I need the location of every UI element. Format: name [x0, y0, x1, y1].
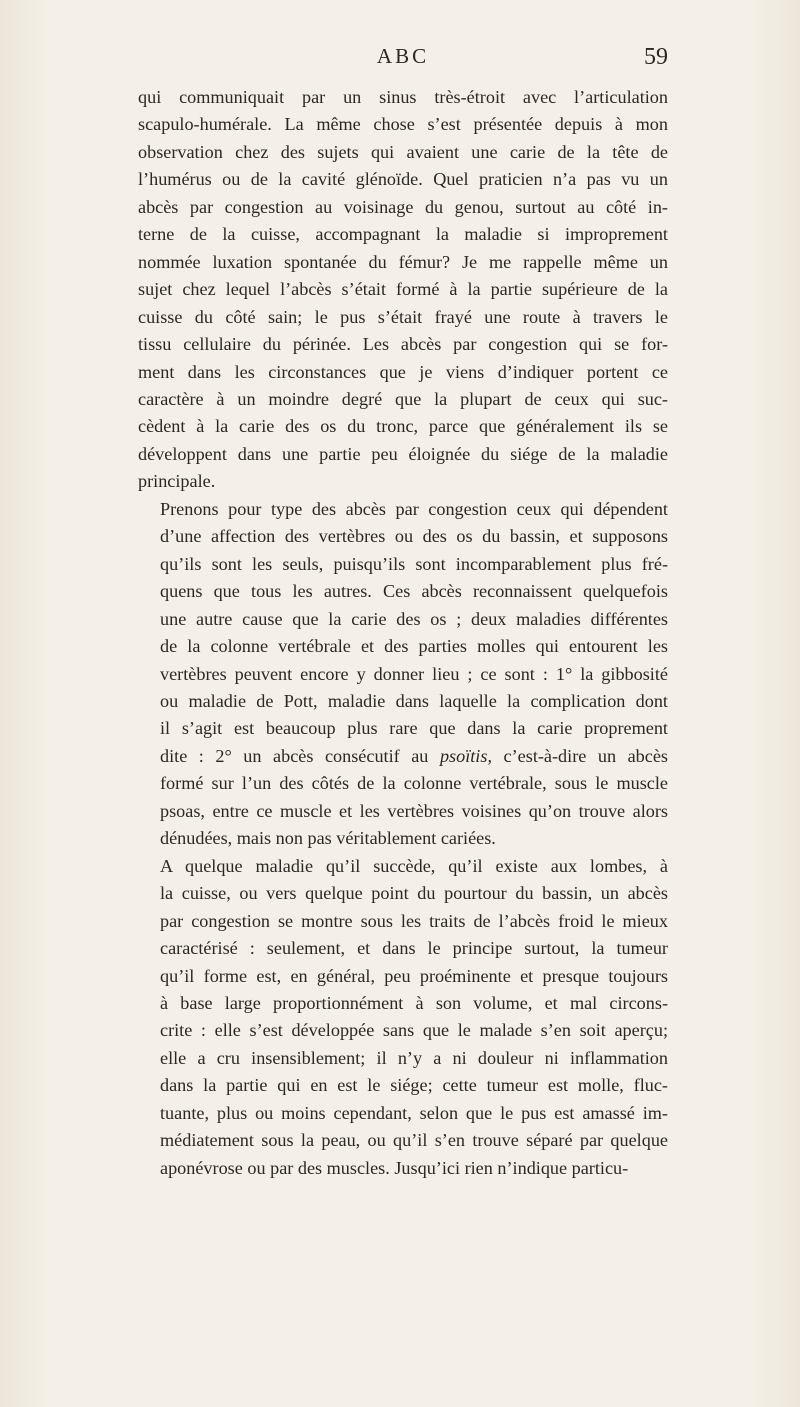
text-line: qui communiquait par un sinus très-étroit avec l’articulation — [138, 87, 668, 107]
text-line: dénudées, mais non pas véritablement cariées. — [160, 828, 496, 849]
text-line: il s’agit est beaucoup plus rare que dans la carie proprement — [160, 718, 668, 739]
text-line: A quelque maladie qu’il succède, qu’il existe aux lombes, à — [160, 855, 668, 876]
running-head — [138, 44, 668, 74]
page-number: 59 — [644, 44, 668, 70]
text-line: ment dans les circonstances que je viens d’indiquer portent ce — [138, 361, 668, 382]
text-line: quens que tous les autres. Ces abcès reconnaissent quelquefois — [160, 581, 668, 602]
text-line: dite : 2° un abcès consécutif au psoïtis, c’est-à-dire un abcès — [160, 745, 668, 766]
text-line: psoas, entre ce muscle et les vertèbres voisines qu’on trouve alors — [160, 800, 668, 821]
paragraph — [138, 853, 668, 1182]
text-line: cèdent à la carie des os du tronc, parce que généralement ils se — [138, 416, 668, 437]
text-line: tuante, plus ou moins cependant, selon que le pus est amassé im- — [160, 1102, 668, 1123]
text-line: terne de la cuisse, accompagnant la maladie si improprement — [138, 224, 668, 245]
body-text — [138, 84, 668, 1182]
paragraph — [138, 84, 668, 496]
text-line: développent dans une partie peu éloignée du siége de la maladie — [138, 443, 668, 464]
text-line: une autre cause que la carie des os ; deux maladies différentes — [160, 608, 668, 629]
running-head-title: ABC — [376, 44, 430, 68]
text-line: l’humérus ou de la cavité glénoïde. Quel praticien n’a pas vu un — [138, 169, 668, 190]
text-line: Prenons pour type des abcès par congestion ceux qui dépendent — [160, 498, 668, 519]
text-line: à base large proportionnément à son volume, et mal circons- — [160, 992, 668, 1013]
text-line: tissu cellulaire du périnée. Les abcès par congestion qui se for- — [138, 334, 668, 355]
text-line: principale. — [138, 471, 216, 492]
text-line: sujet chez lequel l’abcès s’était formé à la partie supérieure de la — [138, 279, 668, 300]
text-line: abcès par congestion au voisinage du genou, surtout au côté in- — [138, 196, 668, 217]
text-line: nommée luxation spontanée du fémur? Je me rappelle même un — [138, 251, 668, 272]
text-line: par congestion se montre sous les traits de l’abcès froid le mieux — [160, 910, 668, 931]
text-line: scapulo-humérale. La même chose s’est présentée depuis à mon — [138, 114, 668, 135]
text-line: observation chez des sujets qui avaient une carie de la tête de — [138, 141, 668, 162]
paragraph — [138, 496, 668, 853]
text-line: crite : elle s’est développée sans que le malade s’en soit aperçu; — [160, 1020, 668, 1041]
text-line: qu’ils sont les seuls, puisqu’ils sont incomparablement plus fré- — [160, 553, 668, 574]
text-line: caractérisé : seulement, et dans le principe surtout, la tumeur — [160, 938, 668, 959]
text-line: elle a cru insensiblement; il n’y a ni douleur ni inflammation — [160, 1047, 668, 1068]
text-line: d’une affection des vertèbres ou des os du bassin, et supposons — [160, 526, 668, 547]
text-line: formé sur l’un des côtés de la colonne vertébrale, sous le muscle — [160, 773, 668, 794]
text-line: de la colonne vertébrale et des parties molles qui entourent les — [160, 636, 668, 657]
text-line: médiatement sous la peau, ou qu’il s’en trouve séparé par quelque — [160, 1130, 668, 1151]
text-line: ou maladie de Pott, maladie dans laquelle la complication dont — [160, 690, 668, 711]
text-line: aponévrose ou par des muscles. Jusqu’ici rien n’indique particu- — [160, 1157, 629, 1178]
text-line: la cuisse, ou vers quelque point du pourtour du bassin, un abcès — [160, 883, 668, 904]
text-line: caractère à un moindre degré que la plupart de ceux qui suc- — [138, 388, 668, 409]
text-line: vertèbres peuvent encore y donner lieu ; ce sont : 1° la gibbosité — [160, 663, 668, 684]
text-line: cuisse du côté sain; le pus s’était frayé une route à travers le — [138, 306, 668, 327]
text-line: dans la partie qui en est le siége; cette tumeur est molle, fluc- — [160, 1075, 668, 1096]
text-line: qu’il forme est, en général, peu proéminente et presque toujours — [160, 965, 668, 986]
